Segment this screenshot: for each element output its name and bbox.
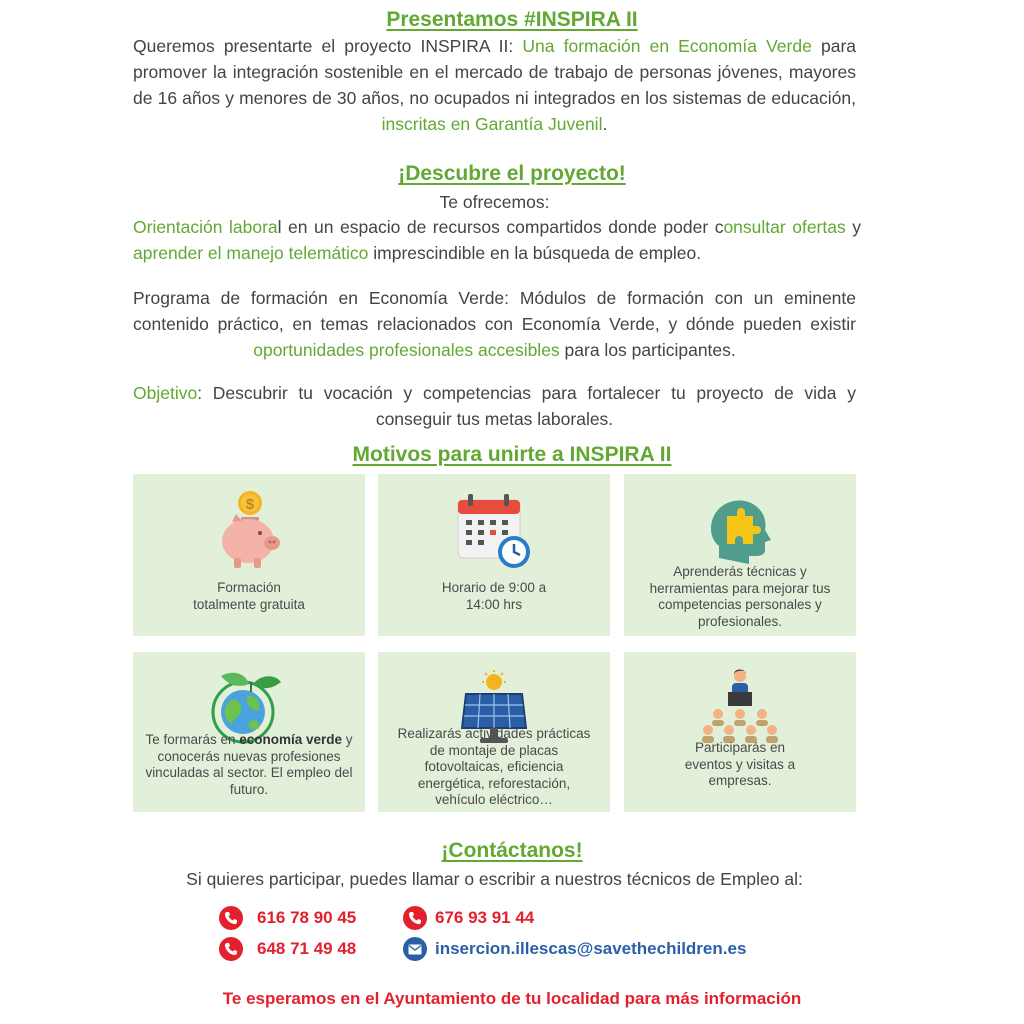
phone-number-1[interactable]: 616 78 90 45	[257, 908, 357, 927]
phone-icon	[219, 906, 243, 930]
green-text-a: Te formarás en	[145, 732, 240, 747]
offers-highlight: onsultar ofertas	[723, 217, 846, 237]
piggy-bank-icon	[214, 480, 284, 580]
reasons-title: Motivos para unirte a INSPIRA II	[352, 443, 672, 466]
contact-email[interactable]	[403, 937, 746, 961]
reason-card-schedule	[378, 474, 610, 636]
email-icon	[403, 937, 427, 961]
orientation-text-f: imprescindible en la búsqueda de empleo.	[368, 243, 702, 263]
orientation-paragraph	[133, 214, 861, 266]
reason-text-green-economy	[133, 732, 365, 798]
contact-phone-3[interactable]	[219, 937, 356, 961]
intro-paragraph	[133, 33, 856, 137]
contact-phone-1[interactable]	[219, 906, 356, 930]
objective-paragraph	[133, 380, 856, 432]
phone-number-3[interactable]: 648 71 49 48	[257, 939, 357, 958]
email-address[interactable]: insercion.illescas@savethechildren.es	[435, 939, 747, 958]
contact-intro: Si quieres participar, puedes llamar o escribir a nuestros técnicos de Empleo al:	[186, 869, 803, 889]
reason-text-skills: Aprenderás técnicas y herramientas para mejorar tus competencias personales y profesionales.	[649, 564, 831, 629]
phone-icon	[219, 937, 243, 961]
telematic-highlight: aprender el manejo telemático	[133, 243, 369, 263]
green-text-c: y conocerás nuevas profesiones vinculadas al sector. El empleo del futuro.	[145, 732, 353, 797]
reason-text-practice: Realizarás actividades prácticas de montaje de placas fotovoltaicas, eficiencia energética, reforestación, vehículo eléctrico…	[397, 726, 591, 807]
reason-card-free	[133, 474, 365, 636]
project-title: ¡Descubre el proyecto!	[398, 162, 626, 185]
program-paragraph	[133, 285, 856, 363]
contact-phone-2[interactable]	[403, 906, 534, 930]
reason-card-green-economy	[133, 652, 365, 812]
orientation-text-b: l en un espacio de recursos compartidos donde poder c	[277, 217, 724, 237]
program-text-c: para los participantes.	[559, 340, 736, 360]
phone-number-2[interactable]: 676 93 91 44	[435, 908, 535, 927]
objective-label: Objetivo	[133, 383, 198, 403]
orientation-text-d: y	[845, 217, 861, 237]
reason-card-skills	[624, 474, 856, 636]
footer-invitation: Te esperamos en el Ayuntamiento de tu localidad para más información	[222, 989, 802, 1008]
reason-text-free: Formación totalmente gratuita	[193, 580, 305, 612]
intro-highlight-garantia: inscritas en Garantía Juvenil	[381, 114, 603, 134]
intro-text-c: para promover la integración sostenible en el mercado de trabajo de personas jóvenes, mayores de 16 años y menores de 30 años, no ocupados ni integrados en los sistemas de educación,	[133, 36, 856, 108]
opportunities-highlight: oportunidades profesionales accesibles	[253, 340, 560, 360]
intro-text-e: .	[602, 114, 608, 134]
reason-card-events	[624, 652, 856, 812]
intro-title: Presentamos #INSPIRA II	[386, 8, 638, 31]
program-text-a: Programa de formación en Economía Verde: Módulos de formación con un eminente contenido práctico, en temas relacionados con Economía Verde, y dónde pueden existir	[133, 288, 856, 334]
svg-text:$: $	[245, 496, 255, 513]
offer-label: Te ofrecemos:	[439, 192, 550, 212]
phone-icon	[403, 906, 427, 930]
reason-card-practice	[378, 652, 610, 812]
reason-text-events: Participarás en eventos y visitas a empresas.	[684, 740, 796, 788]
objective-text: : Descubrir tu vocación y competencias para fortalecer tu proyecto de vida y conseguir tus metas laborales.	[197, 383, 856, 429]
reason-text-schedule: Horario de 9:00 a 14:00 hrs	[441, 580, 547, 612]
intro-highlight-training: Una formación en Economía Verde	[522, 36, 812, 56]
intro-text-a: Queremos presentarte el proyecto INSPIRA II:	[133, 36, 523, 56]
contact-title: ¡Contáctanos!	[441, 839, 583, 862]
orientation-highlight: Orientación labora	[133, 217, 278, 237]
calendar-clock-icon	[454, 480, 534, 580]
green-economy-bold: economía verde	[239, 732, 343, 747]
